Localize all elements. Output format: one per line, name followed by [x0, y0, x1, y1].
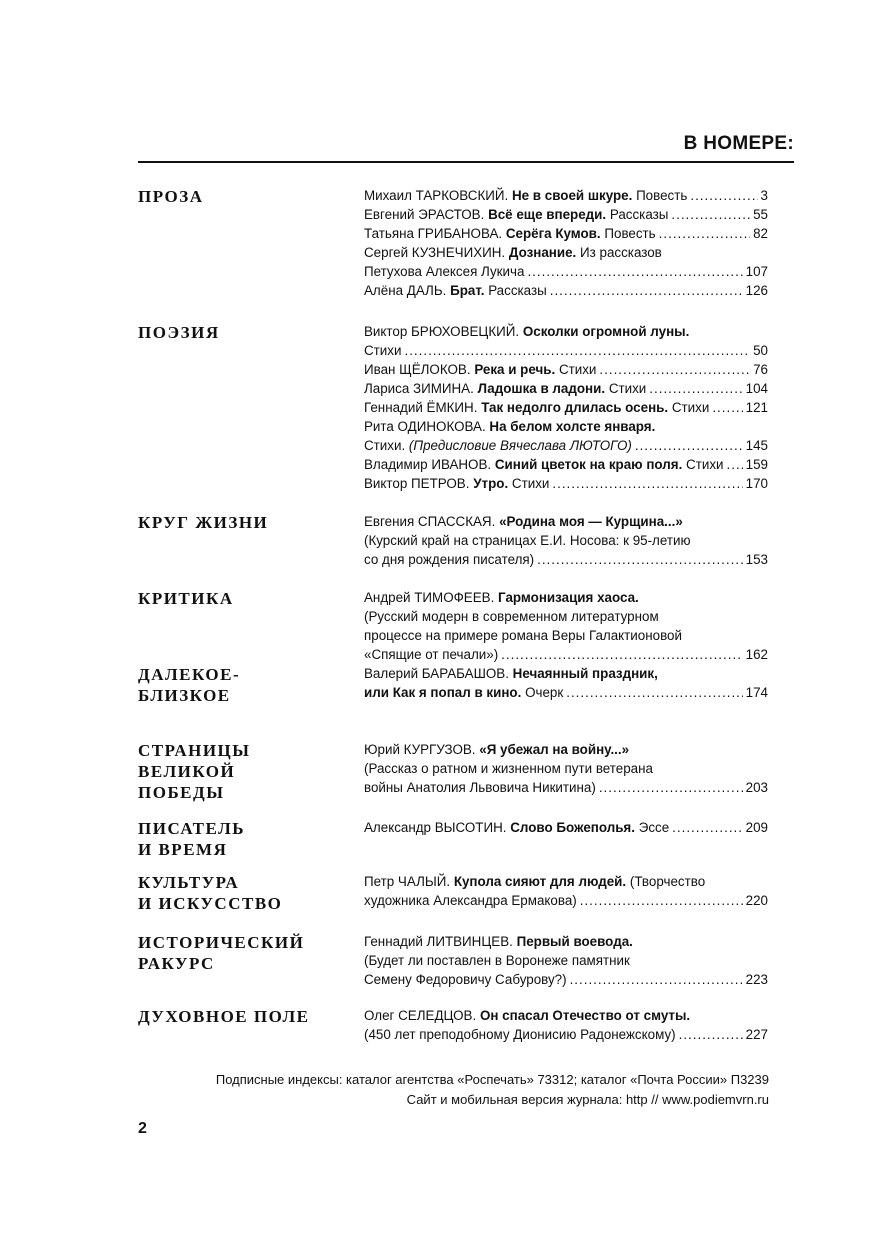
website-line: Сайт и мобильная версия журнала: http // www.podiemvrn.ru: [406, 1092, 769, 1107]
toc-entry: [364, 740, 768, 797]
entry-page: 174: [745, 685, 768, 700]
entry-cont: «Спящие от печали»): [364, 647, 499, 662]
section-entries: [364, 818, 768, 837]
entry-preface: (Предисловие Вячеслава ЛЮТОГО): [408, 438, 632, 453]
entry-page: 203: [745, 780, 768, 795]
entry-line: [364, 1025, 768, 1044]
entry-line: [364, 683, 768, 702]
section-title: КРУГ ЖИЗНИ: [138, 513, 269, 532]
entry-line: [364, 818, 768, 837]
entry-author: Евгений ЭРАСТОВ.: [364, 207, 485, 222]
leader-dots: [566, 683, 742, 702]
toc-entry: [364, 664, 768, 702]
entry-title: На белом холсте января.: [489, 419, 656, 434]
entry-genre: Из рассказов: [580, 245, 662, 260]
entry-page: 220: [745, 893, 768, 908]
entry-author: Рита ОДИНОКОВА.: [364, 419, 486, 434]
entry-page: 121: [745, 400, 768, 415]
toc-entry: [364, 224, 768, 243]
entry-text: [364, 281, 547, 300]
entry-text: [364, 872, 705, 891]
section-title: ПИСАТЕЛЬ И ВРЕМЯ: [138, 819, 246, 859]
toc-entry: [364, 818, 768, 837]
entry-genre: Стихи: [511, 476, 550, 491]
entry-page: 162: [745, 647, 768, 662]
entry-line: [364, 186, 768, 205]
entry-line: [364, 588, 768, 607]
entry-cont: Семену Федоровичу Сабурову?): [364, 972, 567, 987]
entry-text: [364, 262, 524, 281]
entry-line: [364, 281, 768, 300]
entry-note: (Курский край на страницах Е.И. Носова: к 95-летию: [364, 533, 691, 548]
entry-line: [364, 891, 768, 910]
entry-line: [364, 398, 768, 417]
toc-entry: [364, 205, 768, 224]
entry-author: Геннадий ЁМКИН.: [364, 400, 478, 415]
entry-line: [364, 872, 768, 891]
toc-entry: [364, 360, 768, 379]
toc-entry: [364, 455, 768, 474]
section-entries: [364, 932, 768, 989]
entry-title: Он спасал Отечество от смуты.: [479, 1008, 691, 1023]
leader-dots: [552, 474, 742, 493]
entry-title: «Я убежал на войну...»: [479, 742, 630, 757]
entry-page: 55: [753, 207, 768, 222]
entry-line: [364, 341, 768, 360]
entry-text: [364, 740, 629, 759]
entry-line: [364, 224, 768, 243]
leader-dots: [679, 1025, 743, 1044]
section-entries: [364, 512, 768, 569]
section-title: ДАЛЕКОЕ- БЛИЗКОЕ: [138, 665, 241, 705]
entry-line: [364, 262, 768, 281]
section-entries: [364, 322, 768, 493]
toc-entry: [364, 186, 768, 205]
entry-genre: Стихи: [558, 362, 597, 377]
entry-text: [364, 778, 596, 797]
entry-text: [364, 645, 498, 664]
entry-cont: Очерк: [525, 685, 564, 700]
toc-entry: [364, 872, 768, 910]
entry-line: [364, 970, 768, 989]
entry-title: Не в своей шкуре.: [511, 188, 633, 203]
leader-dots: [537, 550, 743, 569]
entry-author: Иван ЩЁЛОКОВ.: [364, 362, 471, 377]
entry-text: [364, 341, 401, 360]
entry-author: Михаил ТАРКОВСКИЙ.: [364, 188, 509, 203]
entry-title: Осколки огромной луны.: [522, 324, 690, 339]
entry-title: Первый воевода.: [516, 934, 633, 949]
toc-entry: [364, 379, 768, 398]
entry-title: Река и речь.: [474, 362, 556, 377]
subscription-indexes: Подписные индексы: каталог агентства «Роспечать» 73312; каталог «Почта России» П3239: [215, 1072, 769, 1087]
entry-page: 126: [745, 283, 768, 298]
entry-text: [364, 360, 596, 379]
entry-text: [364, 398, 709, 417]
entry-note: процессе на примере романа Веры Галактионовой: [364, 628, 682, 643]
section-entries: [364, 588, 768, 664]
entry-page: 223: [745, 972, 768, 987]
entry-text: [364, 436, 632, 455]
entry-title: Слово Божеполья.: [510, 820, 635, 835]
entry-text: [364, 186, 687, 205]
leader-dots: [671, 205, 750, 224]
section-title: ПРОЗА: [138, 187, 204, 206]
entry-text: [364, 550, 534, 569]
section-title: ДУХОВНОЕ ПОЛЕ: [138, 1007, 310, 1026]
entry-author: Евгения СПАССКАЯ.: [364, 514, 496, 529]
header-rule: [138, 161, 794, 163]
entry-author: Петр ЧАЛЫЙ.: [364, 874, 451, 889]
leader-dots: [550, 281, 743, 300]
entry-text: [364, 970, 567, 989]
entry-text: [364, 243, 662, 262]
entry-genre: Повесть: [636, 188, 688, 203]
entry-line: [364, 512, 768, 531]
entry-line: [364, 379, 768, 398]
entry-title: Серёга Кумов.: [505, 226, 601, 241]
entry-genre: Рассказы: [609, 207, 669, 222]
entry-line: [364, 550, 768, 569]
leader-dots: [659, 224, 750, 243]
entry-text: [364, 1025, 676, 1044]
entry-text: [364, 891, 577, 910]
leader-dots: [672, 818, 742, 837]
entry-title: Купола сияют для людей.: [453, 874, 627, 889]
entry-genre: Рассказы: [488, 283, 547, 298]
entry-text: [364, 455, 724, 474]
toc-entry: [364, 243, 768, 281]
entry-page: 153: [745, 552, 768, 567]
entry-line: [364, 1006, 768, 1025]
leader-dots: [690, 186, 757, 205]
entry-line: [364, 645, 768, 664]
entry-text: [364, 818, 669, 837]
toc-entry: [364, 512, 768, 569]
entry-genre: Эссе: [638, 820, 670, 835]
section-entries: [364, 872, 768, 910]
toc-entry: [364, 932, 768, 989]
entry-genre: Повесть: [604, 226, 656, 241]
toc-entry: [364, 588, 768, 664]
leader-dots: [599, 360, 750, 379]
entry-text: [364, 205, 668, 224]
entry-text: [364, 932, 633, 951]
entry-note: (Русский модерн в современном литературном: [364, 609, 659, 624]
entry-title: Всё еще впереди.: [488, 207, 607, 222]
entry-text: [364, 417, 655, 436]
toc-entry: [364, 322, 768, 360]
entry-line: [364, 243, 768, 262]
entry-line: [364, 664, 768, 683]
entry-text: [364, 224, 656, 243]
entry-page: 82: [753, 226, 768, 241]
leader-dots: [635, 436, 743, 455]
entry-text: [364, 474, 549, 493]
entry-cont: (450 лет преподобному Дионисию Радонежскому): [364, 1027, 676, 1042]
entry-page: 227: [745, 1027, 768, 1042]
entry-title: Синий цветок на краю поля.: [494, 457, 683, 472]
section-title: СТРАНИЦЫ ВЕЛИКОЙ ПОБЕДЫ: [138, 741, 251, 802]
entry-title: Гармонизация хаоса.: [498, 590, 639, 605]
entry-title: Нечаянный праздник,: [512, 666, 658, 681]
entry-genre: Стихи: [686, 457, 724, 472]
toc-entry: [364, 1006, 768, 1044]
entry-page: 50: [753, 343, 768, 358]
entry-page: 209: [745, 820, 768, 835]
entry-cont: Петухова Алексея Лукича: [364, 264, 525, 279]
entry-title: Дознание.: [508, 245, 577, 260]
entry-title: «Родина моя — Курщина...»: [499, 514, 683, 529]
entry-author: Геннадий ЛИТВИНЦЕВ.: [364, 934, 513, 949]
entry-line: [364, 455, 768, 474]
section-entries: [364, 740, 768, 797]
section-entries: [364, 186, 768, 300]
entry-page: 145: [745, 438, 768, 453]
entry-author: Валерий БАРАБАШОВ.: [364, 666, 509, 681]
leader-dots: [649, 379, 742, 398]
entry-page: 170: [745, 476, 768, 491]
entry-author: Владимир ИВАНОВ.: [364, 457, 492, 472]
entry-genre: (Творчество: [629, 874, 706, 889]
section-title: ИСТОРИЧЕСКИЙ РАКУРС: [138, 933, 305, 973]
entry-title: Ладошка в ладони.: [477, 381, 606, 396]
leader-dots: [570, 970, 743, 989]
entry-page: 159: [745, 457, 768, 472]
entry-page: 107: [745, 264, 768, 279]
entry-line: [364, 474, 768, 493]
entry-title: Утро.: [473, 476, 509, 491]
entry-author: Александр ВЫСОТИН.: [364, 820, 507, 835]
entry-text: [364, 322, 689, 341]
leader-dots: [712, 398, 742, 417]
leader-dots: [599, 778, 743, 797]
footer: [216, 1070, 769, 1110]
entry-author: Андрей ТИМОФЕЕВ.: [364, 590, 495, 605]
page-title: В НОМЕРЕ:: [683, 133, 794, 154]
entry-author: Сергей КУЗНЕЧИХИН.: [364, 245, 506, 260]
entry-cont: со дня рождения писателя): [364, 552, 535, 567]
leader-dots: [404, 341, 750, 360]
entry-author: Олег СЕЛЕДЦОВ.: [364, 1008, 477, 1023]
section-entries: [364, 664, 768, 702]
entry-line: [364, 778, 768, 797]
entry-line: [364, 740, 768, 759]
entry-page: 3: [760, 188, 768, 203]
entry-line: [364, 417, 768, 436]
entry-line: [364, 205, 768, 224]
toc-entry: [364, 281, 768, 300]
entry-page: 104: [745, 381, 768, 396]
toc-entry: [364, 398, 768, 417]
entry-page: 76: [753, 362, 768, 377]
entry-cont: Стихи: [364, 343, 402, 358]
section-title: ПОЭЗИЯ: [138, 323, 220, 342]
section-title: КРИТИКА: [138, 589, 234, 608]
entry-cont: художника Александра Ермакова): [364, 893, 577, 908]
leader-dots: [501, 645, 742, 664]
entry-author: Лариса ЗИМИНА.: [364, 381, 474, 396]
leader-dots: [727, 455, 743, 474]
entry-note: (Рассказ о ратном и жизненном пути ветерана: [364, 761, 653, 776]
entry-text: [364, 683, 563, 702]
entry-text: [364, 512, 683, 531]
entry-title: Так недолго длилась осень.: [481, 400, 669, 415]
page-number: 2: [138, 1120, 147, 1137]
entry-line: [364, 436, 768, 455]
entry-title-cont: или Как я попал в кино.: [364, 685, 522, 700]
entry-text: [364, 379, 646, 398]
section-title: КУЛЬТУРА И ИСКУССТВО: [138, 873, 283, 913]
entry-text: [364, 588, 639, 607]
entry-text: [364, 664, 658, 683]
entry-title: Брат.: [450, 283, 485, 298]
leader-dots: [527, 262, 742, 281]
entry-cont: войны Анатолия Львовича Никитина): [364, 780, 596, 795]
entry-author: Юрий КУРГУЗОВ.: [364, 742, 476, 757]
entry-genre: Стихи: [608, 381, 647, 396]
entry-line: [364, 360, 768, 379]
entry-author: Виктор БРЮХОВЕЦКИЙ.: [364, 324, 520, 339]
entry-author: Алёна ДАЛЬ.: [364, 283, 447, 298]
entry-author: Татьяна ГРИБАНОВА.: [364, 226, 503, 241]
leader-dots: [580, 891, 743, 910]
entry-note: (Будет ли поставлен в Воронеже памятник: [364, 953, 630, 968]
entry-line: [364, 322, 768, 341]
section-entries: [364, 1006, 768, 1044]
toc-entry: [364, 474, 768, 493]
entry-author: Виктор ПЕТРОВ.: [364, 476, 470, 491]
entry-cont: Стихи.: [364, 438, 406, 453]
toc-entry: [364, 417, 768, 455]
entry-text: [364, 1006, 690, 1025]
entry-genre: Стихи: [671, 400, 710, 415]
entry-line: [364, 932, 768, 951]
